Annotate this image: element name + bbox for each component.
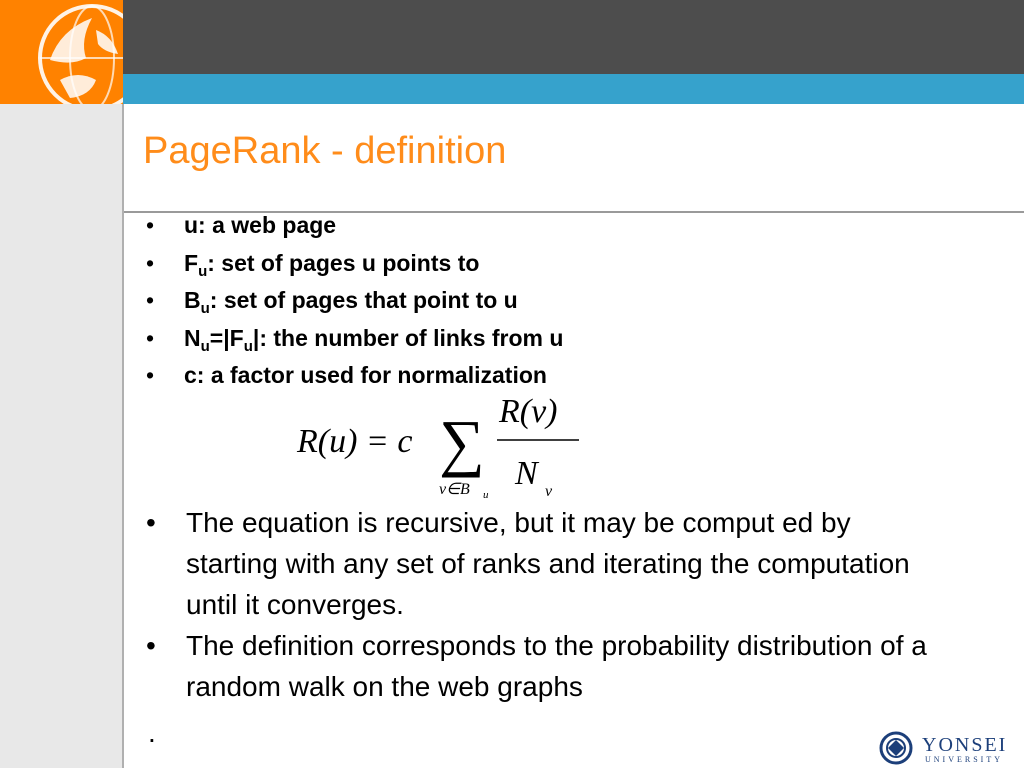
note-item <box>146 625 946 707</box>
bullet-marker: • <box>146 249 155 276</box>
formula-numerator: R(v) <box>499 393 558 430</box>
university-name: YONSEI <box>922 734 1008 756</box>
globe-icon <box>0 0 123 104</box>
formula-sum-subscript-u: u <box>483 489 489 501</box>
definition-text: u: a web page <box>184 212 337 238</box>
definition-text: |: the number of links from u <box>252 324 564 351</box>
definition-item <box>146 210 563 248</box>
definition-text: : set of pages that point to u <box>209 287 518 313</box>
definition-symbol: N <box>184 324 201 351</box>
definition-item <box>146 323 563 361</box>
bullet-marker: • <box>146 324 155 351</box>
bullet-marker: • <box>146 287 155 313</box>
formula-denominator-subscript: v <box>545 483 553 500</box>
left-divider <box>122 104 124 768</box>
trailing-period: . <box>148 717 156 748</box>
definition-list <box>146 210 563 398</box>
bullet-marker: • <box>146 362 155 388</box>
bullet-marker: • <box>146 212 155 238</box>
note-text: The definition corresponds to the probability distribution of a random walk on the web graphs <box>186 630 927 702</box>
bullet-marker: • <box>146 630 156 661</box>
definition-symbol: F <box>184 249 199 276</box>
definition-text: : set of pages u points to <box>207 249 480 276</box>
formula-sigma: ∑ <box>439 407 485 478</box>
definition-subscript: u <box>198 262 208 280</box>
left-sidebar-band <box>0 104 123 768</box>
university-subtitle: UNIVERSITY <box>925 755 1003 764</box>
definition-text: c: a factor used for normalization <box>184 362 547 388</box>
definition-subscript: u <box>200 337 210 355</box>
slide-title: PageRank - definition <box>143 130 507 172</box>
definition-subscript: u <box>243 337 253 355</box>
definition-item <box>146 285 563 323</box>
formula-sum-subscript: v∈B <box>439 481 470 498</box>
note-item <box>146 502 946 625</box>
notes-list <box>146 502 946 707</box>
formula-denominator: N <box>515 455 538 492</box>
definition-symbol: B <box>184 287 201 313</box>
globe-logo <box>0 0 123 104</box>
bullet-marker: • <box>146 507 156 538</box>
definition-symbol: =|F <box>209 324 244 351</box>
definition-item <box>146 248 563 286</box>
header-dark-bar <box>123 0 1024 74</box>
pagerank-formula <box>293 388 593 503</box>
formula-lhs: R(u) = c <box>297 423 413 460</box>
definition-subscript: u <box>200 300 210 317</box>
note-text: The equation is recursive, but it may be comput ed by starting with any set of ranks and iterating the computation until it converges. <box>186 507 910 620</box>
header-blue-bar <box>123 74 1024 104</box>
